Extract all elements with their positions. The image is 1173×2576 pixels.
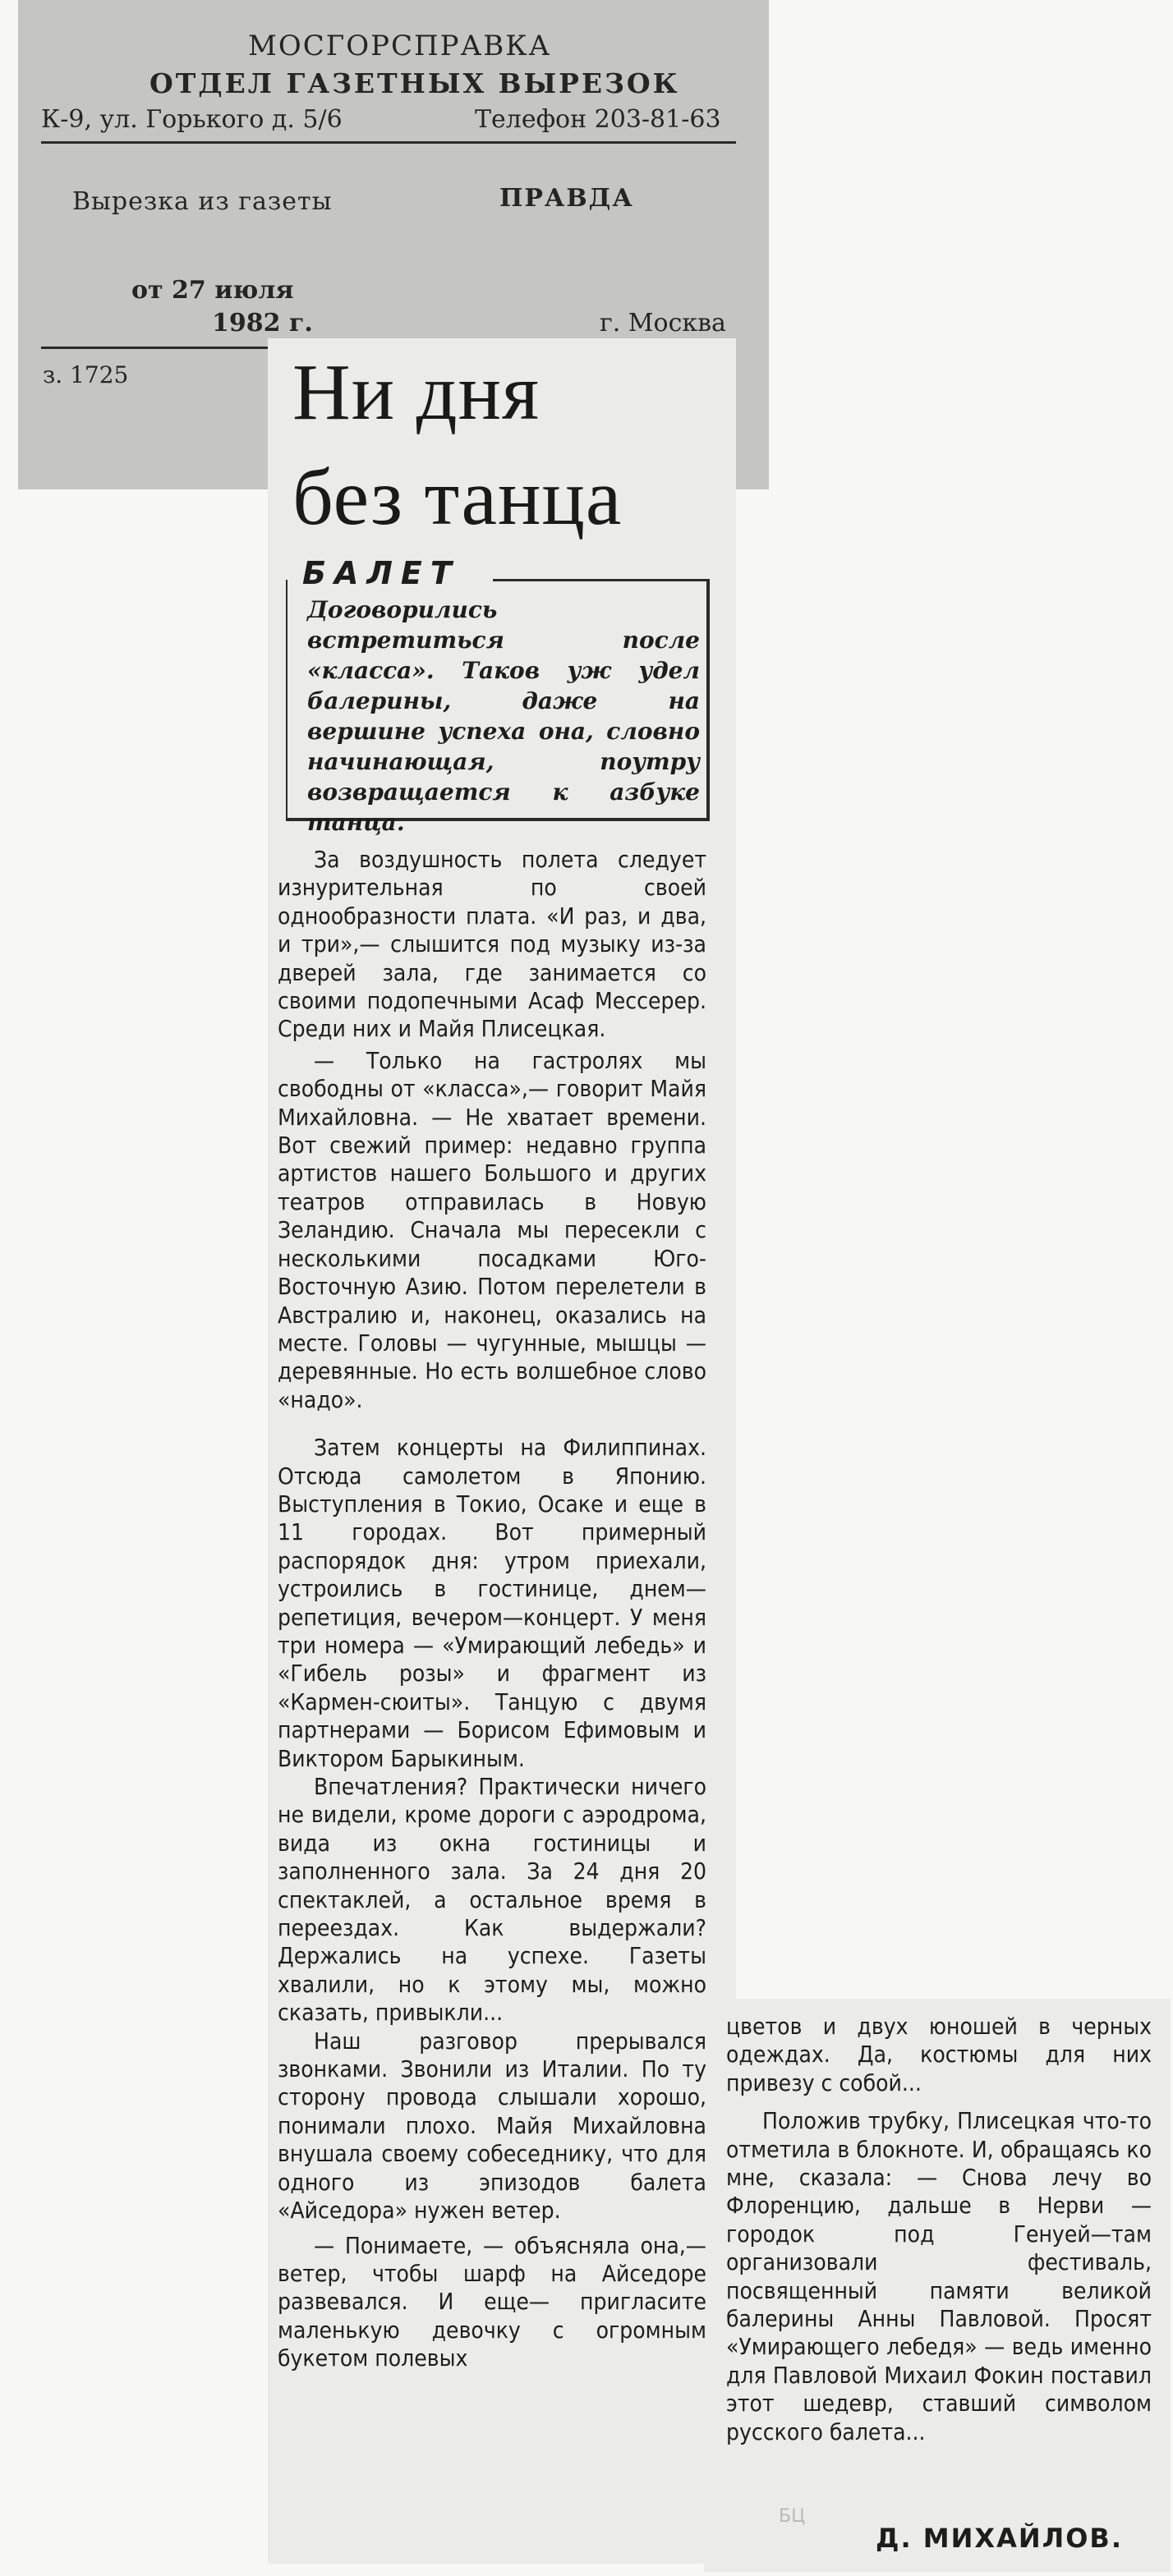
cutting-label: Вырезка из газеты	[72, 187, 333, 216]
faint-stamp-mark: БЦ	[779, 2506, 806, 2527]
rubric-rule	[493, 579, 710, 581]
author-signature: Д. МИХАЙЛОВ.	[876, 2523, 1123, 2554]
bureau-name: МОСГОРСПРАВКА	[248, 30, 552, 62]
body-paragraph: — Понимаете, — объясняла она,—ветер, чтобы шарф на Айседоре развевался. И еще— пригласите маленькую девочку с огромным букетом полевых	[278, 2231, 706, 2372]
body-paragraph: — Только на гастролях мы свободны от «класса»,— говорит Майя Михайловна. — Не хватает времени. Вот свежий пример: недавно группа артистов нашего Большого и других театров отправилась в Новую Зеландию. Сначала мы пересекли с несколькими посадками Юго-Восточную Азию. Потом перелетели в Австралию и, наконец, оказались на месте. Головы — чугунные, мышцы — деревянные. Но есть волшебное слово «надо».	[278, 1046, 706, 1413]
publication-year: 1982 г.	[212, 309, 313, 337]
body-paragraph: Наш разговор прерывался звонками. Звонили из Италии. По ту сторону провода слышали хорошо, понимали плохо. Майя Михайловна внушала своему собеседнику, что для одного из эпизодов балета «Айседора» нужен ветер.	[278, 2027, 706, 2225]
body-paragraph: За воздушность полета следует изнурительная по своей однообразности плата. «И раз, и два, и три»,— слышится под музыку из-за дверей зала, где занимается со своими подопечными Асаф Мессерер. Среди них и Майя Плисецкая.	[278, 846, 706, 1043]
headline-line-1: Ни дня	[292, 348, 540, 437]
publication-city: г. Москва	[600, 309, 726, 337]
publication-date: от 27 июля	[131, 276, 294, 305]
rubric-label: БАЛЕТ	[302, 555, 467, 591]
order-number: з. 1725	[43, 361, 129, 388]
article-body-column	[278, 846, 706, 2373]
bureau-phone: Телефон 203-81-63	[475, 105, 721, 134]
department-name: ОТДЕЛ ГАЗЕТНЫХ ВЫРЕЗОК	[150, 67, 680, 99]
lead-paragraph: Договорились встретиться после «класса». Таков уж удел балерины, даже на вершине успеха она, словно начинающая, поутру возвращается к азбуке танца.	[307, 596, 700, 836]
header-rule	[41, 141, 736, 144]
body-paragraph: Положив трубку, Плисецкая что-то отметила в блокноте. И, обращаясь ко мне, сказала: — Снова лечу во Флоренцию, дальше в Нерви — городок под Генуей—там организовали фестиваль, посвященный памяти великой балерины Анны Павловой. Просят «Умирающего лебедя» — ведь именно для Павловой Михаил Фокин поставил этот шедевр, ставший символом русского балета...	[726, 2107, 1152, 2445]
body-paragraph: Впечатления? Практически ничего не видели, кроме дороги с аэродрома, вида из окна гостиницы и заполненного зала. За 24 дня 20 спектаклей, а остальное время в переездах. Как выдержали? Держались на успехе. Газеты хвалили, но к этому мы, можно сказать, привыкли...	[278, 1773, 706, 2027]
body-paragraph: цветов и двух юношей в черных одеждах. Да, костюмы для них привезу с собой...	[726, 2013, 1152, 2096]
newspaper-name: ПРАВДА	[499, 184, 634, 213]
bureau-address: К-9, ул. Горького д. 5/6	[41, 105, 343, 134]
headline-line-2: без танца	[292, 453, 623, 542]
order-rule	[41, 347, 286, 349]
article-continuation-column	[726, 2013, 1152, 2446]
body-paragraph: Затем концерты на Филиппинах. Отсюда самолетом в Японию. Выступления в Токио, Осаке и еще в 11 городах. Вот примерный распорядок дня: утром приехали, устроились в гостинице, днем—репетиция, вечером—концерт. У меня три номера — «Умирающий лебедь» и «Гибель розы» и фрагмент из «Кармен-сюиты». Танцую с двумя партнерами — Борисом Ефимовым и Виктором Барыкиным.	[278, 1434, 706, 1772]
